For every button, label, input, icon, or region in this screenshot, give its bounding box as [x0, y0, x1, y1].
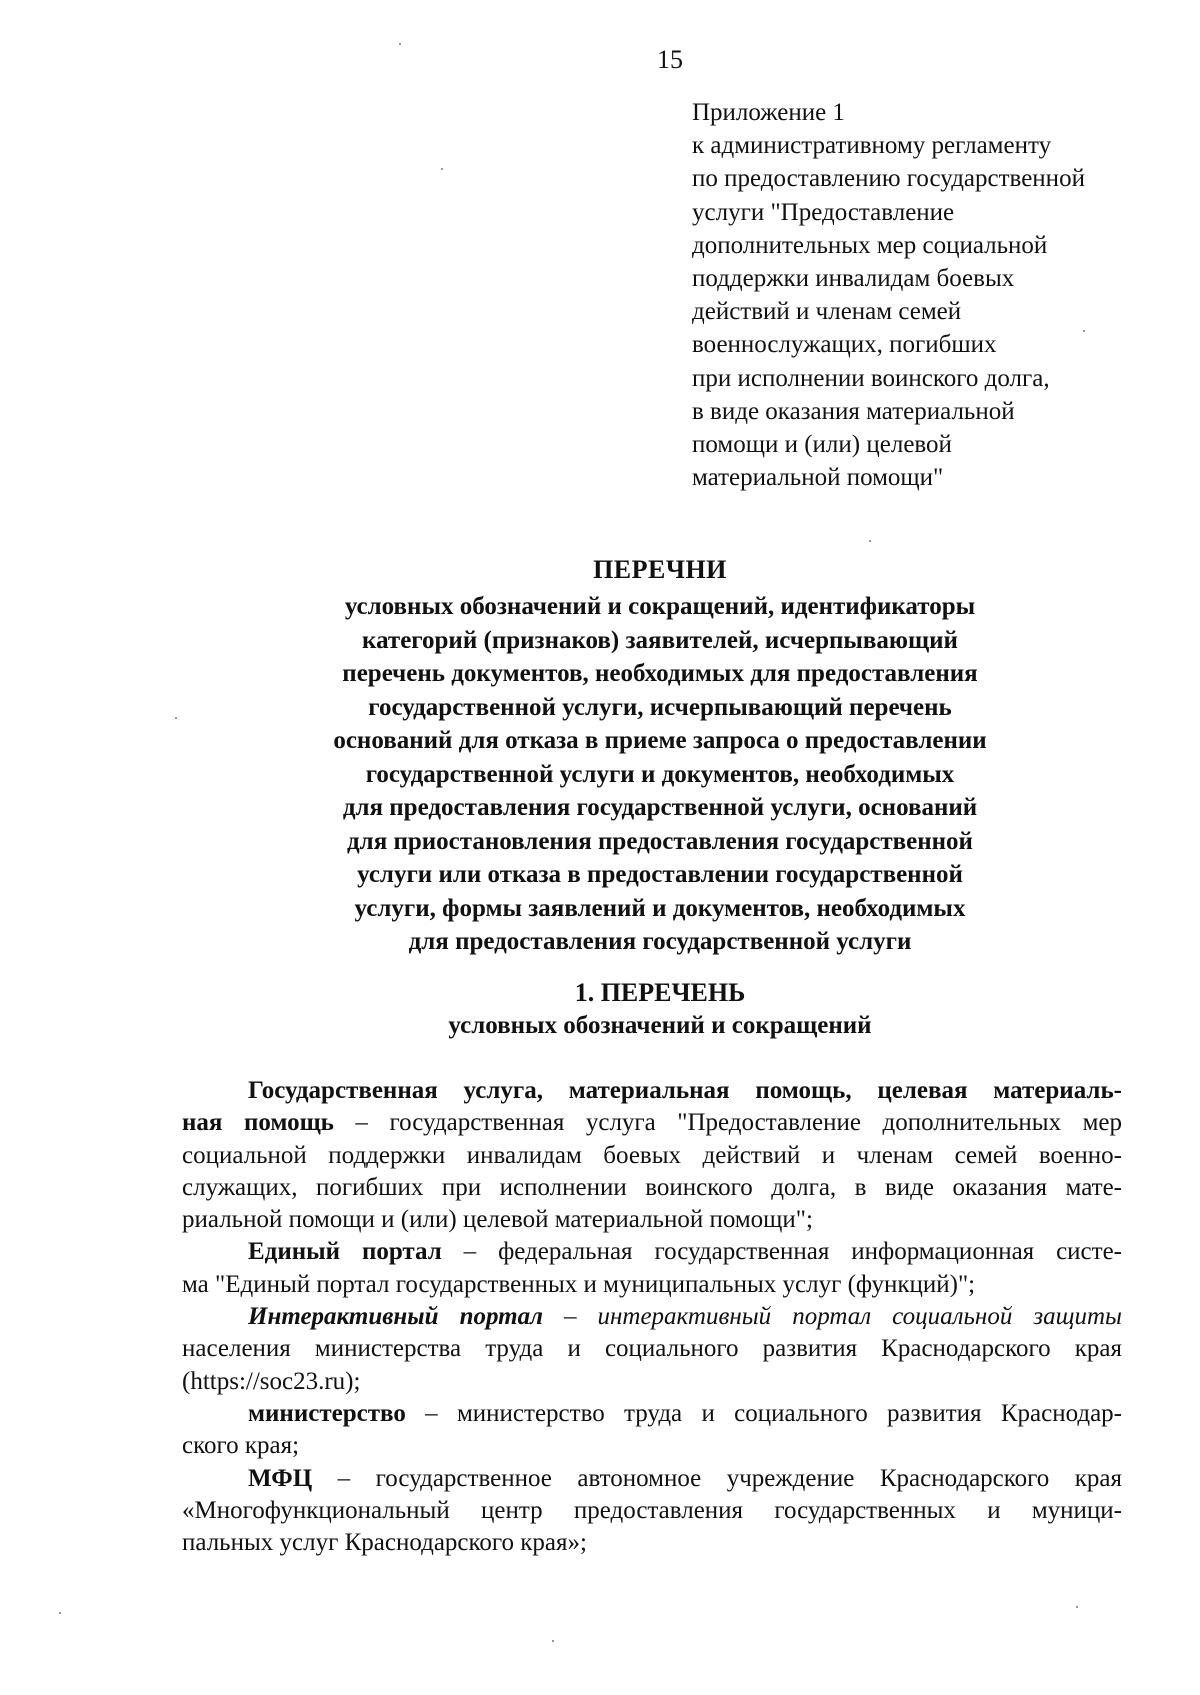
appendix-line: дополнительных мер социальной	[692, 231, 1048, 259]
appendix-line: по предоставлению государственной	[692, 165, 1085, 193]
definition-term: министерство	[248, 1399, 406, 1427]
appendix-line: к административному регламенту	[692, 132, 1052, 160]
subtitle-line: для приостановления предоставления государственной	[347, 827, 973, 855]
document-title: ПЕРЕЧНИ	[593, 555, 727, 584]
definition-text: – государственная услуга "Предоставление дополнительных мер	[333, 1109, 1122, 1137]
page-number: 15	[657, 45, 683, 74]
subtitle-line: для предоставления государственной услуги, оснований	[342, 794, 978, 821]
definition-line	[182, 1301, 1122, 1333]
appendix-line: действий и членам семей	[692, 298, 962, 326]
definition-line: ского края;	[182, 1432, 300, 1460]
definition-line	[182, 1075, 1122, 1107]
definition-line: населения министерства труда и социального развития Краснодарского края	[182, 1335, 1122, 1363]
section-title: 1. ПЕРЕЧЕНЬ	[574, 978, 746, 1007]
definition-line	[182, 1107, 1122, 1139]
appendix-line: военнослужащих, погибших	[692, 331, 997, 359]
appendix-line: в виде оказания материальной	[692, 397, 1015, 425]
document-subtitle	[0, 590, 1200, 959]
definition-line: риальной помощи и (или) целевой материальной помощи";	[182, 1206, 813, 1234]
subtitle-line: оснований для отказа в приеме запроса о предоставлении	[333, 727, 987, 754]
definition-term: Государственная услуга, материальная помощь, целевая материаль-	[248, 1077, 1122, 1104]
definition-line: «Многофункциональный центр предоставления государственных и муници-	[182, 1496, 1122, 1524]
subtitle-line: услуги или отказа в предоставлении государственной	[357, 861, 963, 888]
subtitle-line: государственной услуги, исчерпывающий перечень	[368, 693, 952, 721]
definition-term: Единый портал	[248, 1238, 442, 1266]
scan-speck	[441, 168, 443, 170]
section-subtitle: условных обозначений и сокращений	[448, 1012, 872, 1039]
scan-speck	[552, 1640, 554, 1642]
scan-speck	[59, 1612, 61, 1614]
appendix-line: Приложение 1	[692, 99, 845, 126]
definition-term: Интерактивный портал	[248, 1303, 543, 1331]
definition-line: ма "Единый портал государственных и муниципальных услуг (функций)";	[182, 1270, 976, 1298]
definition-line	[182, 1463, 1122, 1495]
definition-line: пальных услуг Краснодарского края»;	[182, 1529, 587, 1557]
scan-speck	[399, 43, 401, 45]
appendix-line: при исполнении воинского долга,	[692, 364, 1050, 392]
definition-text: – государственное автономное учреждение Краснодарского края	[312, 1464, 1122, 1492]
definition-line: служащих, погибших при исполнении воинского долга, в виде оказания мате-	[182, 1173, 1122, 1201]
scan-speck	[175, 717, 177, 719]
definition-text: – министерство труда и социального развития Краснодар-	[405, 1399, 1122, 1427]
definition-text: – интерактивный портал социальной защиты	[542, 1303, 1122, 1331]
subtitle-line: перечень документов, необходимых для предоставления	[342, 660, 978, 687]
definitions-body	[182, 1075, 1122, 1559]
definition-line	[182, 1398, 1122, 1430]
subtitle-line: категорий (признаков) заявителей, исчерпывающий	[362, 626, 958, 654]
subtitle-line: условных обозначений и сокращений, идентификаторы	[344, 593, 976, 620]
scan-speck	[869, 540, 871, 542]
subtitle-line: для предоставления государственной услуги	[408, 928, 912, 955]
subtitle-line: государственной услуги и документов, необходимых	[365, 760, 955, 788]
definition-line: социальной поддержки инвалидам боевых действий и членам семей военно-	[182, 1141, 1122, 1169]
definition-line: (https://soc23.ru);	[182, 1367, 361, 1395]
appendix-line: помощи и (или) целевой	[692, 431, 952, 459]
appendix-line: материальной помощи"	[692, 464, 944, 492]
appendix-header	[692, 96, 1172, 494]
appendix-line: поддержки инвалидам боевых	[692, 265, 1015, 293]
appendix-line: услуги "Предоставление	[692, 198, 955, 226]
definition-line	[182, 1236, 1122, 1268]
scan-speck	[1083, 330, 1085, 332]
scan-speck	[1076, 1606, 1078, 1608]
definition-text: – федеральная государственная информационная систе-	[441, 1238, 1122, 1266]
definition-term: МФЦ	[248, 1464, 313, 1492]
subtitle-line: услуги, формы заявлений и документов, необходимых	[354, 894, 966, 922]
definition-term: ная помощь	[182, 1109, 334, 1137]
